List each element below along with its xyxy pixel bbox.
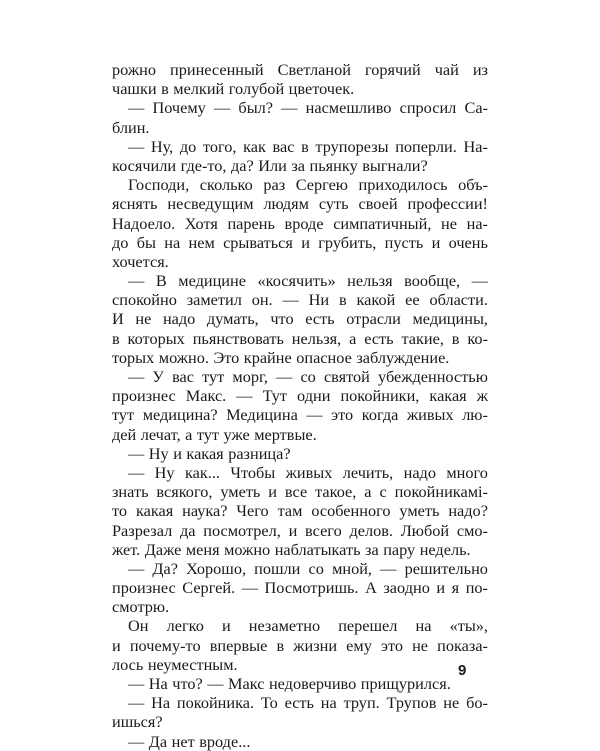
text-line: Надоело. Хотя парень вроде симпатичный, не на-	[112, 213, 488, 233]
text-line: Разрезал да посмотрел, и всего делов. Любой смо-	[112, 520, 488, 540]
text-line: — На покойника. То есть на труп. Трупов не бо-	[128, 693, 488, 713]
text-line: блин.	[112, 117, 150, 137]
text-line: — Ну, до того, как вас в трупорезы поперли. На-	[128, 136, 488, 156]
text-line: произнес Сергей. — Посмотришь. А заодно и я по-	[112, 578, 488, 598]
text-line: Он легко и незаметно перешел на «ты»,	[128, 616, 488, 636]
text-line: чашки в мелкий голубой цветочек.	[112, 79, 355, 99]
text-line: яснять несведущим людям суть своей профессии!	[112, 194, 488, 214]
text-line: ишься?	[112, 712, 163, 732]
text-line: — В медицине «косячить» нельзя вообще, —	[128, 271, 488, 291]
text-line: Господи, сколько раз Сергею приходилось объ-	[128, 175, 488, 195]
text-line: косячили где-то, да? Или за пьянку выгнали?	[112, 155, 428, 175]
text-line: — Да? Хорошо, пошли со мной, — решительно	[128, 558, 488, 578]
text-line: торых можно. Это крайне опасное заблуждение.	[112, 347, 450, 367]
text-line: — Ну как... Чтобы живых лечить, надо много	[128, 462, 488, 482]
text-line: знать всякого, уметь и все такое, а с покойникамі-	[112, 482, 488, 502]
text-line: — Да нет вроде...	[128, 731, 251, 751]
text-line: жет. Даже меня можно наблатыкать за пару недель.	[112, 539, 471, 559]
text-line: до бы на нем срываться и грубить, пусть и очень	[112, 232, 488, 252]
text-line: И не надо думать, что есть отрасли медицины,	[112, 309, 488, 329]
text-line: произнес Макс. — Тут одни покойники, какая ж	[112, 386, 488, 406]
text-line: — У вас тут морг, — со святой убежденностью	[128, 367, 488, 386]
text-line: спокойно заметил он. — Ни в какой ее области.	[112, 290, 488, 310]
body-text	[112, 60, 488, 751]
text-line: тут медицина? Медицина — это когда живых лю-	[112, 405, 488, 425]
text-line: лось неуместным.	[112, 654, 238, 674]
text-line: то какая наука? Чего там особенного уметь надо?	[112, 501, 488, 521]
text-line: смотрю.	[112, 597, 170, 617]
text-line: и почему-то впервые в жизни ему это не показа-	[112, 635, 488, 655]
text-line: рожно принесенный Светланой горячий чай из	[112, 60, 488, 79]
text-line: хочется.	[112, 251, 169, 271]
text-line: — Почему — был? — насмешливо спросил Са-	[128, 98, 488, 118]
page-number: 9	[458, 662, 467, 679]
text-line: — Ну и какая разница?	[128, 443, 291, 463]
text-line: в которых пьянствовать нельзя, а есть такие, в ко-	[112, 328, 488, 348]
text-line: дей лечат, а тут уже мертвые.	[112, 424, 317, 444]
text-line: — На что? — Макс недоверчиво прищурился.	[128, 674, 451, 693]
